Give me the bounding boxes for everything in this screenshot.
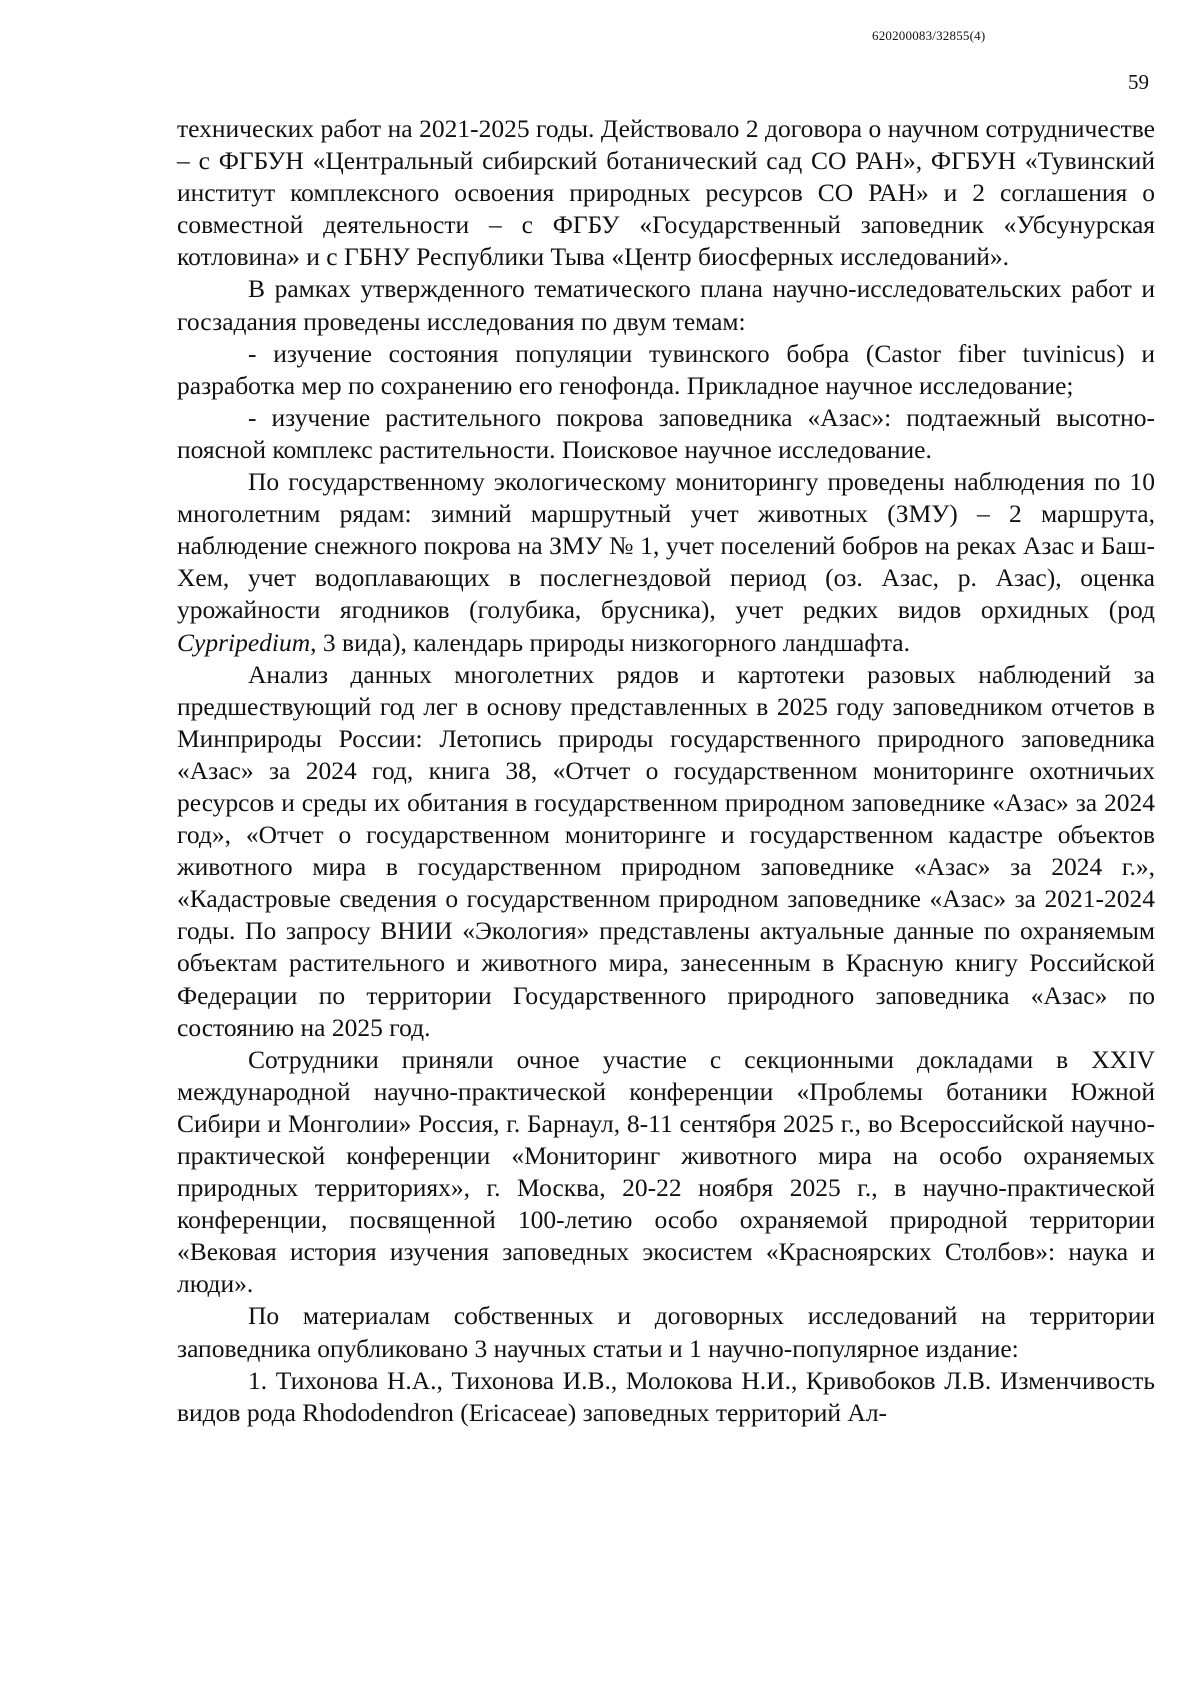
text-run: По материалам собственных и договорных исследований на территории заповедника опубликовано 3 научных статьи и 1 научно-популярное издание: bbox=[177, 1301, 1155, 1363]
paragraph bbox=[177, 659, 1155, 1044]
document-id: 620200083/32855(4) bbox=[872, 28, 986, 43]
text-run: - изучение растительного покрова заповедника «Азас»: подтаежный высотно-поясной комплекс растительности. Поисковое научное исследование. bbox=[177, 402, 1155, 464]
text-run: Сотрудники приняли очное участие с секционными докладами в XXIV международной научно-практической конференции «Проблемы ботаники Южной Сибири и Монголии» Россия, г. Барнаул, 8-11 сентября 2025 г., во Всероссийской научно-практической конференции «Мониторинг животного мира на особо охраняемых природных территориях», г. Москва, 20-22 ноября 2025 г., в научно-практической конференции, посвященной 100-летию особо охраняемой природной территории «Вековая история изучения заповедных экосистем «Красноярских Столбов»: наука и люди». bbox=[177, 1044, 1155, 1299]
italic-text: Cypripedium bbox=[177, 627, 311, 657]
text-run: , 3 вида), календарь природы низкогорного ландшафта. bbox=[310, 627, 910, 657]
paragraph bbox=[177, 466, 1155, 659]
paragraph bbox=[177, 338, 1155, 402]
paragraph bbox=[177, 1365, 1155, 1429]
text-run: Анализ данных многолетних рядов и картотеки разовых наблюдений за предшествующий год лег в основу представленных в 2025 году заповедником отчетов в Минприроды России: Летопись природы государственного природного заповедника «Азас» за 2024 год, книга 38, «Отчет о государственном мониторинге охотничьих ресурсов и среды их обитания в государственном природном заповеднике «Азас» за 2024 год», «Отчет о государственном мониторинге и государственном кадастре объектов животного мира в государственном природном заповеднике «Азас» за 2024 г.», «Кадастровые сведения о государственном природном заповеднике «Азас» за 2021-2024 годы. По запросу ВНИИ «Экология» представлены актуальные данные по охраняемым объектам растительного и животного мира, занесенным в Красную книгу Российской Федерации по территории Государственного природного заповедника «Азас» по состоянию на 2025 год. bbox=[177, 659, 1155, 1042]
text-run: - изучение состояния популяции тувинского бобра (Castor fiber tuvinicus) и разработка мер по сохранению его генофонда. Прикладное научное исследование; bbox=[177, 338, 1155, 400]
paragraph bbox=[177, 1300, 1155, 1364]
text-run: 1. Тихонова Н.А., Тихонова И.В., Молокова Н.И., Кривобоков Л.В. Изменчивость видов рода Rhododendron (Ericaceae) заповедных территорий Ал- bbox=[177, 1365, 1155, 1427]
paragraph bbox=[177, 1044, 1155, 1301]
paragraph bbox=[177, 402, 1155, 466]
text-run: В рамках утвержденного тематического плана научно-исследовательских работ и госзадания проведены исследования по двум темам: bbox=[177, 274, 1155, 336]
page-number: 59 bbox=[1128, 70, 1149, 94]
text-run: По государственному экологическому мониторингу проведены наблюдения по 10 многолетним рядам: зимний маршрутный учет животных (ЗМУ) – 2 маршрута, наблюдение снежного покрова на ЗМУ № 1, учет поселений бобров на реках Азас и Баш-Хем, учет водоплавающих в послегнездовой период (оз. Азас, р. Азас), оценка урожайности ягодников (голубика, брусника), учет редких видов орхидных (род bbox=[177, 467, 1155, 625]
paragraph bbox=[177, 273, 1155, 337]
document-body bbox=[177, 113, 1155, 1429]
paragraph bbox=[177, 113, 1155, 273]
text-run: технических работ на 2021-2025 годы. Действовало 2 договора о научном сотрудничестве – с ФГБУН «Центральный сибирский ботанический сад СО РАН», ФГБУН «Тувинский институт комплексного освоения природных ресурсов СО РАН» и 2 соглашения о совместной деятельности – с ФГБУ «Государственный заповедник «Убсунурская котловина» и с ГБНУ Республики Тыва «Центр биосферных исследований». bbox=[177, 114, 1155, 272]
